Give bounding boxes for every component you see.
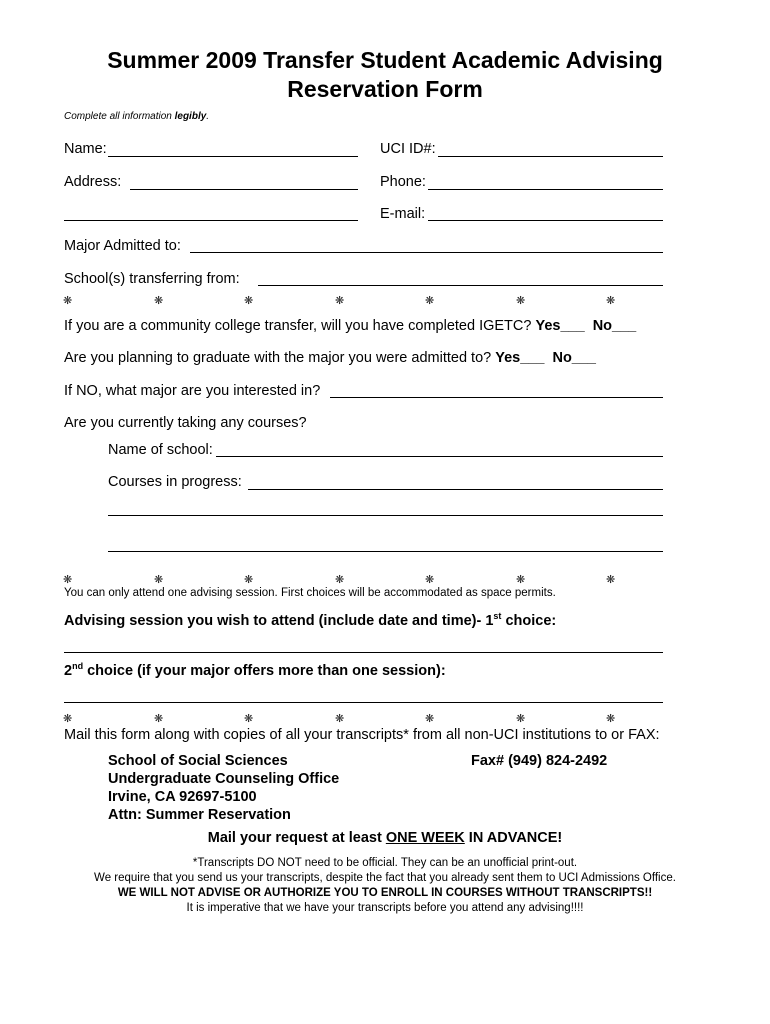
divider-star: ❋ — [154, 713, 164, 725]
phone-field[interactable] — [428, 189, 663, 190]
graduate-question-text: Are you planning to graduate with the major you were admitted to? — [64, 350, 492, 366]
major-admitted-label: Major Admitted to: — [64, 238, 181, 254]
footer-notes — [0, 856, 770, 916]
divider-star: ❋ — [63, 713, 73, 725]
choice-1-sup: st — [493, 611, 502, 622]
mailing-address — [108, 752, 339, 824]
divider-star: ❋ — [606, 713, 616, 725]
choice-1-text: Advising session you wish to attend (include date and time)- 1 — [64, 613, 494, 629]
choice-1-field[interactable] — [64, 652, 663, 653]
graduate-question — [64, 350, 596, 366]
taking-courses-question: Are you currently taking any courses? — [64, 415, 307, 431]
advance-underline: ONE WEEK — [385, 830, 465, 846]
fax-number: Fax# (949) 824-2492 — [471, 753, 608, 769]
choice-1-after: choice: — [501, 613, 557, 629]
igetc-question-text: If you are a community college transfer, will you have completed IGETC? — [64, 318, 532, 334]
graduate-yes-option[interactable]: Yes___ — [495, 350, 545, 366]
address-line: Attn: Summer Reservation — [108, 807, 291, 823]
uci-id-label: UCI ID#: — [380, 141, 436, 157]
divider-star: ❋ — [516, 574, 526, 586]
address-line-2-field[interactable] — [64, 220, 358, 221]
title-line-1: Summer 2009 Transfer Student Academic Advising — [107, 47, 663, 73]
footer-line: We require that you send us your transcripts, despite the fact that you already sent them to UCI Admissions Office. — [94, 872, 676, 884]
address-field[interactable] — [130, 189, 358, 190]
divider-star: ❋ — [335, 713, 345, 725]
name-field[interactable] — [108, 156, 358, 157]
advance-prefix: Mail your request at least — [207, 830, 386, 846]
address-label: Address: — [64, 174, 122, 190]
email-field[interactable] — [428, 220, 663, 221]
instructions-bold: legibly — [174, 111, 207, 122]
address-line: Undergraduate Counseling Office — [108, 771, 340, 787]
instructions-suffix: . — [206, 111, 210, 122]
schools-field[interactable] — [258, 285, 663, 286]
divider-star: ❋ — [335, 574, 345, 586]
name-label: Name: — [64, 141, 107, 157]
divider-3 — [0, 712, 770, 726]
email-label: E-mail: — [380, 206, 426, 222]
igetc-yes-option[interactable]: Yes___ — [535, 318, 585, 334]
footer-line: WE WILL NOT ADVISE OR AUTHORIZE YOU TO ENROLL IN COURSES WITHOUT TRANSCRIPTS!! — [117, 887, 653, 899]
divider-star: ❋ — [606, 574, 616, 586]
divider-star: ❋ — [516, 713, 526, 725]
address-line: School of Social Sciences — [108, 753, 288, 769]
divider-star: ❋ — [244, 713, 254, 725]
phone-label: Phone: — [380, 174, 426, 190]
choice-2-label — [64, 663, 446, 679]
divider-star: ❋ — [425, 713, 435, 725]
title-line-2: Reservation Form — [287, 76, 483, 102]
divider-star: ❋ — [154, 574, 164, 586]
igetc-question — [64, 318, 636, 334]
mail-instruction: Mail this form along with copies of all your transcripts* from all non-UCI institutions to or FAX: — [64, 727, 660, 743]
courses-progress-line-3[interactable] — [108, 551, 663, 552]
divider-1 — [0, 294, 770, 308]
divider-star: ❋ — [63, 574, 73, 586]
instructions-text: Complete all information — [64, 111, 175, 122]
divider-2 — [0, 573, 770, 587]
divider-star: ❋ — [154, 295, 164, 307]
divider-star: ❋ — [425, 574, 435, 586]
graduate-no-option[interactable]: No___ — [552, 350, 596, 366]
school-name-field[interactable] — [216, 456, 663, 457]
choice-2-field[interactable] — [64, 702, 663, 703]
instructions — [64, 111, 209, 122]
major-admitted-field[interactable] — [190, 252, 663, 253]
courses-progress-field[interactable] — [248, 489, 663, 490]
divider-star: ❋ — [606, 295, 616, 307]
divider-star: ❋ — [425, 295, 435, 307]
courses-progress-label: Courses in progress: — [108, 474, 242, 490]
divider-star: ❋ — [516, 295, 526, 307]
choice-2-prefix: 2 — [64, 663, 73, 679]
footer-line: *Transcripts DO NOT need to be official. They can be an unofficial print-out. — [192, 857, 578, 869]
divider-star: ❋ — [244, 295, 254, 307]
igetc-no-option[interactable]: No___ — [592, 318, 637, 334]
schools-label: School(s) transferring from: — [64, 271, 240, 287]
choice-2-sup: nd — [72, 661, 84, 672]
form-title — [0, 46, 770, 104]
address-line: Irvine, CA 92697-5100 — [108, 789, 257, 805]
uci-id-field[interactable] — [438, 156, 663, 157]
advance-notice — [0, 830, 770, 846]
school-name-label: Name of school: — [108, 442, 213, 458]
choice-1-label — [64, 613, 556, 629]
footer-line: It is imperative that we have your transcripts before you attend any advising!!!! — [186, 902, 584, 914]
divider-star: ❋ — [335, 295, 345, 307]
if-no-label: If NO, what major are you interested in? — [64, 383, 321, 399]
session-note: You can only attend one advising session. First choices will be accommodated as space permits. — [64, 587, 556, 599]
courses-progress-line-2[interactable] — [108, 515, 663, 516]
advance-suffix: IN ADVANCE! — [464, 830, 563, 846]
divider-star: ❋ — [244, 574, 254, 586]
choice-2-text: choice (if your major offers more than one session): — [83, 663, 446, 679]
interested-major-field[interactable] — [330, 397, 663, 398]
divider-star: ❋ — [63, 295, 73, 307]
